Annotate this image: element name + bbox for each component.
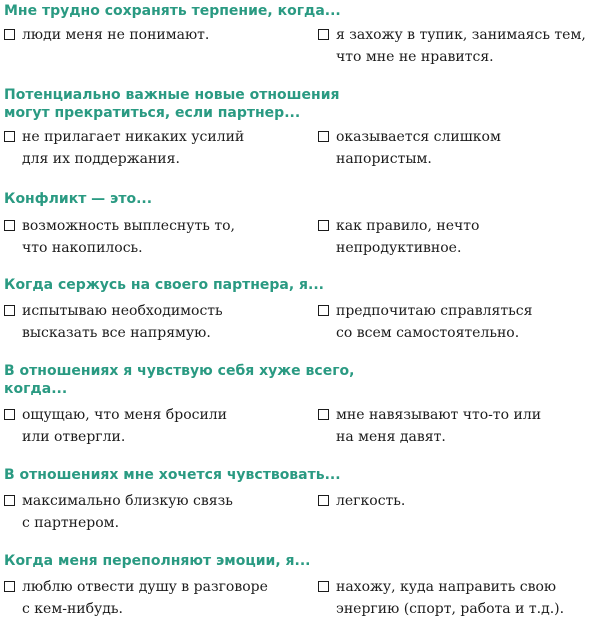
option-b[interactable] [318, 24, 598, 68]
checkbox[interactable] [4, 131, 15, 142]
checkbox[interactable] [4, 409, 15, 420]
options-row [4, 404, 594, 450]
question-1 [4, 2, 594, 70]
options-row [4, 215, 594, 261]
question-title: В отношениях мне хочется чувствовать... [4, 467, 341, 483]
question-6 [4, 466, 594, 536]
checkbox[interactable] [4, 29, 15, 40]
option-label: оказывается слишком напористым. [336, 129, 501, 167]
checkbox[interactable] [318, 305, 329, 316]
checkbox[interactable] [4, 581, 15, 592]
option-label: легкость. [336, 493, 406, 509]
question-title: Когда меня переполняют эмоции, я... [4, 553, 311, 569]
options-row [4, 24, 594, 70]
option-label: я захожу в тупик, занимаясь тем, что мне не нравится. [336, 27, 586, 65]
options-row [4, 490, 594, 536]
option-label: испытываю необходимость высказать все напрямую. [22, 303, 223, 341]
question-title: Конфликт — это... [4, 191, 153, 207]
option-label: возможность выплеснуть то, что накопилось. [22, 218, 235, 256]
option-label: максимально близкую связь с партнером. [22, 493, 233, 531]
checkbox[interactable] [4, 495, 15, 506]
checkbox[interactable] [318, 29, 329, 40]
option-a[interactable] [4, 126, 304, 170]
option-b[interactable] [318, 300, 598, 344]
option-a[interactable] [4, 490, 304, 534]
question-title: Потенциально важные новые отношения могут прекратиться, если партнер... [4, 87, 340, 121]
option-a[interactable] [4, 404, 304, 448]
option-b[interactable] [318, 404, 598, 448]
question-2 [4, 86, 594, 172]
question-3 [4, 190, 594, 261]
option-a[interactable] [4, 215, 304, 259]
option-label: предпочитаю справляться со всем самостоятельно. [336, 303, 533, 341]
option-b[interactable] [318, 126, 598, 170]
option-a[interactable] [4, 576, 304, 620]
question-7 [4, 552, 594, 622]
option-label: как правило, нечто непродуктивное. [336, 218, 480, 256]
checkbox[interactable] [318, 581, 329, 592]
option-label: не прилагает никаких усилий для их поддержания. [22, 129, 245, 167]
option-a[interactable] [4, 24, 304, 46]
options-row [4, 576, 594, 622]
option-label: мне навязывают что-то или на меня давят. [336, 407, 542, 445]
question-5 [4, 362, 594, 450]
options-row [4, 126, 594, 172]
question-title: Когда сержусь на своего партнера, я... [4, 277, 325, 293]
option-a[interactable] [4, 300, 304, 344]
question-title: В отношениях я чувствую себя хуже всего, когда... [4, 363, 355, 397]
checkbox[interactable] [4, 305, 15, 316]
checkbox[interactable] [4, 220, 15, 231]
checkbox[interactable] [318, 220, 329, 231]
checkbox[interactable] [318, 409, 329, 420]
question-title: Мне трудно сохранять терпение, когда... [4, 3, 341, 19]
checkbox[interactable] [318, 131, 329, 142]
option-b[interactable] [318, 576, 598, 620]
option-label: люблю отвести душу в разговоре с кем-нибудь. [22, 579, 268, 617]
options-row [4, 300, 594, 346]
checkbox[interactable] [318, 495, 329, 506]
option-b[interactable] [318, 215, 598, 259]
option-label: нахожу, куда направить свою энергию (спорт, работа и т.д.). [336, 579, 565, 617]
option-label: люди меня не понимают. [22, 27, 210, 43]
option-b[interactable] [318, 490, 598, 512]
question-4 [4, 276, 594, 346]
option-label: ощущаю, что меня бросили или отвергли. [22, 407, 228, 445]
